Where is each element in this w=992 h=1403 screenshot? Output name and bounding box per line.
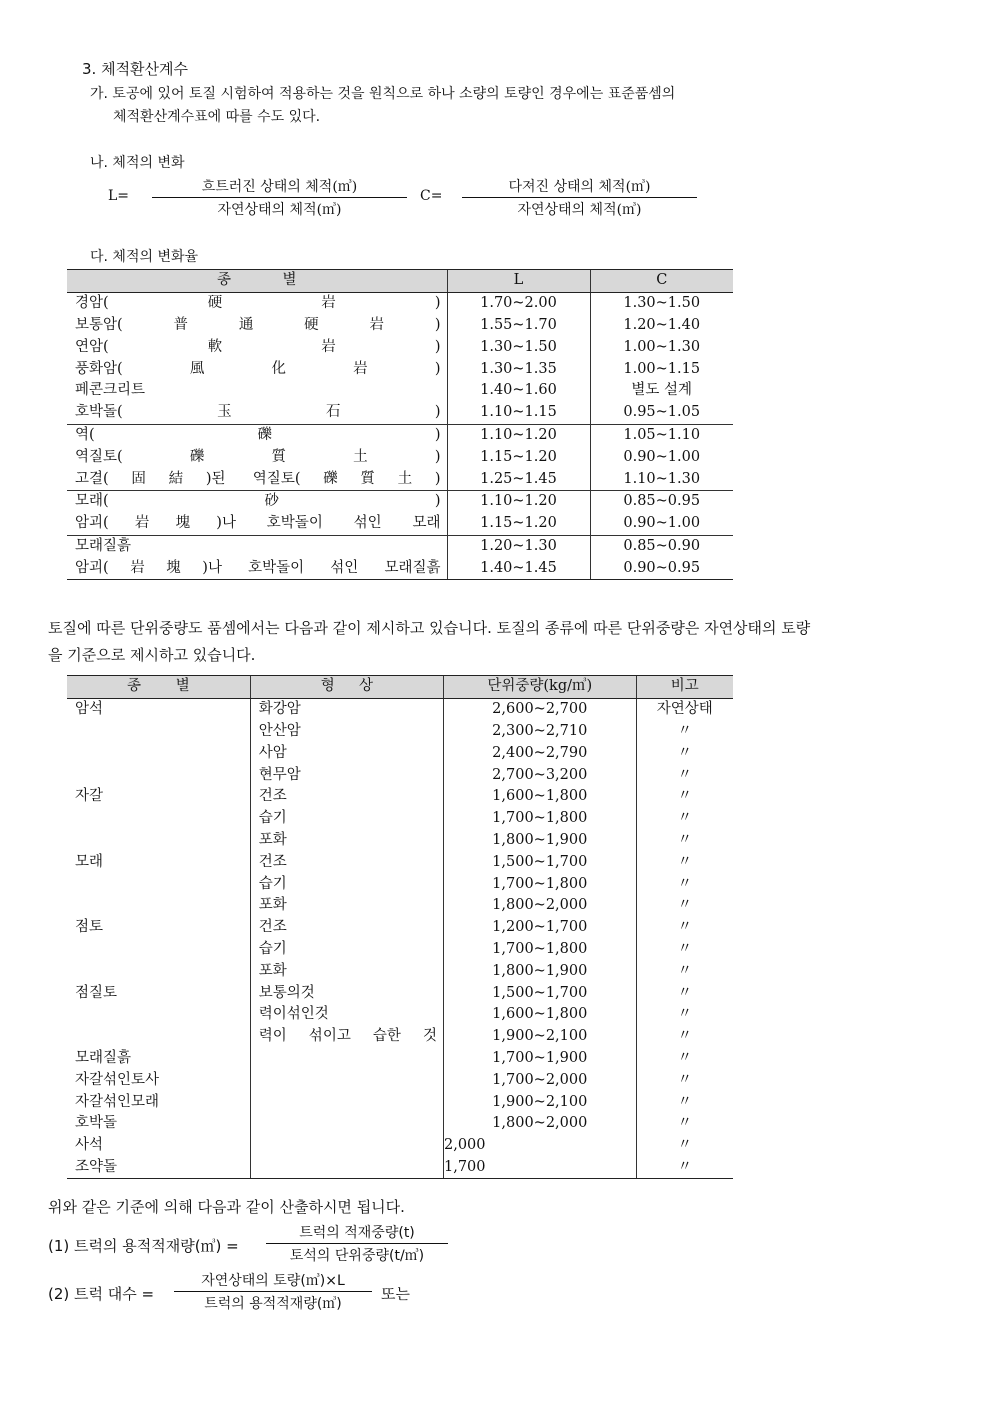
section-title: 3. 체적환산계수 bbox=[82, 60, 189, 78]
row-note: 〃 bbox=[636, 1048, 733, 1070]
row-kind: 조약돌 bbox=[67, 1157, 250, 1179]
table-row bbox=[67, 982, 733, 1004]
row-c: 0.90~1.00 bbox=[590, 446, 733, 468]
row-unit-weight: 1,900~2,100 bbox=[443, 1026, 636, 1048]
row-shape: 포화 bbox=[250, 830, 443, 852]
row-shape: 습기 bbox=[250, 873, 443, 895]
calc2-fraction bbox=[174, 1270, 372, 1313]
volume-change-table bbox=[67, 269, 733, 580]
row-kind: 보통암(普通硬岩) bbox=[75, 316, 441, 333]
row-unit-weight: 1,900~2,100 bbox=[443, 1091, 636, 1113]
calc1-denominator: 토석의 단위중량(t/㎥) bbox=[266, 1243, 448, 1265]
row-note: 〃 bbox=[636, 786, 733, 808]
row-note: 〃 bbox=[636, 1113, 733, 1135]
row-kind bbox=[67, 742, 250, 764]
item-c: 다. 체적의 변화율 bbox=[90, 249, 199, 265]
row-kind: 페콘크리트 bbox=[75, 382, 146, 399]
formula-l-fraction bbox=[152, 176, 407, 219]
table-header-row bbox=[67, 270, 733, 293]
header-unit-weight: 단위중량(kg/㎥) bbox=[443, 676, 636, 699]
calc2-denominator: 트럭의 용적적재량(㎥) bbox=[174, 1291, 372, 1313]
table-row bbox=[67, 292, 733, 314]
row-unit-weight: 1,600~1,800 bbox=[443, 786, 636, 808]
row-shape: 력이 섞이고 습한 것 bbox=[250, 1026, 443, 1048]
formula-c-fraction bbox=[462, 176, 697, 219]
row-c: 1.30~1.50 bbox=[590, 292, 733, 314]
row-shape: 건조 bbox=[250, 917, 443, 939]
row-l: 1.25~1.45 bbox=[447, 468, 590, 490]
row-note: 〃 bbox=[636, 873, 733, 895]
row-unit-weight: 1,200~1,700 bbox=[443, 917, 636, 939]
row-unit-weight: 2,300~2,710 bbox=[443, 721, 636, 743]
row-kind: 사석 bbox=[75, 1137, 104, 1154]
table-row bbox=[67, 698, 733, 720]
row-shape: 건조 bbox=[250, 851, 443, 873]
row-note: 〃 bbox=[636, 982, 733, 1004]
row-unit-weight: 1,700 bbox=[443, 1157, 636, 1179]
header-kind: 종 별 bbox=[67, 270, 447, 293]
table-row bbox=[67, 535, 733, 557]
row-kind: 자갈섞인토사 bbox=[75, 1071, 160, 1088]
table-row bbox=[67, 424, 733, 446]
row-shape: 포화 bbox=[250, 960, 443, 982]
row-note: 〃 bbox=[636, 1004, 733, 1026]
row-note: 〃 bbox=[636, 917, 733, 939]
row-kind: 모래질흙 bbox=[75, 1049, 132, 1066]
row-kind: 모래질흙 bbox=[67, 535, 447, 557]
table-row bbox=[67, 1157, 733, 1179]
row-kind: 고결(固結)된 역질토(礫質土) bbox=[75, 470, 441, 487]
row-shape: 포화 bbox=[250, 895, 443, 917]
row-shape: 보통의것 bbox=[250, 982, 443, 1004]
row-kind: 모래(砂) bbox=[67, 490, 447, 512]
paragraph-2: 위와 같은 기준에 의해 다음과 같이 산출하시면 됩니다. bbox=[48, 1198, 405, 1216]
row-shape bbox=[250, 1048, 443, 1070]
formula-c-denominator: 자연상태의 체적(㎥) bbox=[462, 197, 697, 219]
table-row bbox=[67, 851, 733, 873]
row-c: 1.00~1.30 bbox=[590, 336, 733, 358]
paragraph-1-line2: 을 기준으로 제시하고 있습니다. bbox=[48, 646, 256, 664]
formula-c-numerator: 다져진 상태의 체적(㎥) bbox=[508, 179, 651, 195]
table-row bbox=[67, 1113, 733, 1135]
formula-c-label: C= bbox=[420, 188, 443, 204]
row-kind bbox=[67, 830, 250, 852]
table-row bbox=[67, 1048, 733, 1070]
table-row bbox=[67, 786, 733, 808]
row-shape: 화강암 bbox=[250, 698, 443, 720]
row-note: 〃 bbox=[636, 830, 733, 852]
table-row bbox=[67, 513, 733, 535]
row-note: 〃 bbox=[636, 1026, 733, 1048]
row-kind: 자갈 bbox=[75, 788, 104, 805]
table-row bbox=[67, 315, 733, 337]
row-unit-weight: 2,400~2,790 bbox=[443, 742, 636, 764]
row-kind: 점토 bbox=[75, 919, 104, 936]
row-l: 1.10~1.15 bbox=[447, 402, 590, 424]
row-kind: 암석 bbox=[75, 701, 104, 718]
row-kind bbox=[67, 721, 250, 743]
row-note: 〃 bbox=[636, 1069, 733, 1091]
header-note: 비고 bbox=[636, 676, 733, 699]
row-note: 〃 bbox=[636, 808, 733, 830]
row-kind: 경암(硬岩) bbox=[75, 295, 441, 312]
header-l: L bbox=[447, 270, 590, 293]
row-shape bbox=[250, 1091, 443, 1113]
row-c: 0.85~0.95 bbox=[590, 490, 733, 512]
row-note: 〃 bbox=[636, 721, 733, 743]
row-note: 〃 bbox=[636, 1157, 733, 1179]
formula-l-denominator: 자연상태의 체적(㎥) bbox=[152, 197, 407, 219]
table-row bbox=[67, 830, 733, 852]
table-row bbox=[67, 721, 733, 743]
table-row bbox=[67, 939, 733, 961]
row-unit-weight: 2,700~3,200 bbox=[443, 764, 636, 786]
table-row bbox=[67, 808, 733, 830]
row-note: 〃 bbox=[636, 851, 733, 873]
row-note: 〃 bbox=[636, 1135, 733, 1157]
row-kind bbox=[67, 873, 250, 895]
table-row bbox=[67, 358, 733, 380]
row-c: 0.85~0.90 bbox=[590, 535, 733, 557]
row-unit-weight: 1,800~1,900 bbox=[443, 960, 636, 982]
row-unit-weight: 1,700~1,900 bbox=[443, 1048, 636, 1070]
row-kind: 연암(軟岩) bbox=[75, 338, 441, 355]
table-row bbox=[67, 1026, 733, 1048]
row-unit-weight: 1,800~2,000 bbox=[443, 1113, 636, 1135]
table-row bbox=[67, 1091, 733, 1113]
row-l: 1.40~1.45 bbox=[447, 557, 590, 579]
row-l: 1.10~1.20 bbox=[447, 424, 590, 446]
row-kind bbox=[67, 895, 250, 917]
row-c: 0.90~1.00 bbox=[590, 513, 733, 535]
formula-l-numerator: 흐트러진 상태의 체적(㎥) bbox=[201, 179, 358, 195]
row-kind: 호박돌 bbox=[75, 1115, 118, 1132]
row-kind bbox=[67, 1004, 250, 1026]
table-row bbox=[67, 468, 733, 490]
row-shape: 건조 bbox=[250, 786, 443, 808]
row-kind: 암괴(岩塊)나 호박돌이 섞인 모래질흙 bbox=[67, 557, 447, 579]
row-note: 〃 bbox=[636, 960, 733, 982]
row-kind bbox=[67, 764, 250, 786]
row-note: 자연상태 bbox=[636, 698, 733, 720]
row-kind bbox=[67, 960, 250, 982]
table-row bbox=[67, 764, 733, 786]
row-note: 〃 bbox=[636, 742, 733, 764]
row-kind: 암괴(岩塊)나 호박돌이 섞인 모래 bbox=[75, 515, 441, 532]
row-shape bbox=[250, 1069, 443, 1091]
table-row bbox=[67, 895, 733, 917]
row-shape: 습기 bbox=[250, 939, 443, 961]
table-row bbox=[67, 742, 733, 764]
table-row bbox=[67, 490, 733, 512]
row-c: 0.90~0.95 bbox=[590, 557, 733, 579]
row-shape: 습기 bbox=[250, 808, 443, 830]
row-kind: 역질토(礫質土) bbox=[75, 448, 441, 465]
row-l: 1.15~1.20 bbox=[447, 446, 590, 468]
row-unit-weight: 1,700~1,800 bbox=[443, 808, 636, 830]
formula-l-label: L= bbox=[108, 188, 130, 204]
row-unit-weight: 1,600~1,800 bbox=[443, 1004, 636, 1026]
row-c: 1.00~1.15 bbox=[590, 358, 733, 380]
header-shape: 형 상 bbox=[250, 676, 443, 699]
row-l: 1.30~1.35 bbox=[447, 358, 590, 380]
row-note: 〃 bbox=[636, 895, 733, 917]
table-row bbox=[67, 380, 733, 402]
row-note: 〃 bbox=[636, 939, 733, 961]
table-row bbox=[67, 1069, 733, 1091]
calc1-fraction bbox=[266, 1222, 448, 1265]
row-shape bbox=[250, 1157, 443, 1179]
row-l: 1.15~1.20 bbox=[447, 513, 590, 535]
calc2-label: (2) 트럭 대수 = bbox=[48, 1285, 155, 1303]
row-l: 1.30~1.50 bbox=[447, 336, 590, 358]
calc2-numerator: 자연상태의 토량(㎥)×L bbox=[201, 1273, 345, 1289]
row-shape: 력이섞인것 bbox=[250, 1004, 443, 1026]
header-c: C bbox=[590, 270, 733, 293]
row-l: 1.20~1.30 bbox=[447, 535, 590, 557]
table-row bbox=[67, 1135, 733, 1157]
table-row bbox=[67, 446, 733, 468]
row-unit-weight: 1,700~2,000 bbox=[443, 1069, 636, 1091]
table-header-row bbox=[67, 676, 733, 699]
table-row bbox=[67, 960, 733, 982]
header-kind: 종 별 bbox=[67, 676, 250, 699]
row-c: 별도 설계 bbox=[590, 380, 733, 402]
row-kind bbox=[67, 939, 250, 961]
row-l: 1.55~1.70 bbox=[447, 315, 590, 337]
table-row bbox=[67, 402, 733, 424]
row-unit-weight: 1,700~1,800 bbox=[443, 939, 636, 961]
table-row bbox=[67, 557, 733, 579]
row-shape: 사암 bbox=[250, 742, 443, 764]
row-unit-weight: 2,000 bbox=[443, 1135, 636, 1157]
row-note: 〃 bbox=[636, 1091, 733, 1113]
calc2-suffix: 또는 bbox=[381, 1285, 410, 1303]
row-unit-weight: 1,800~2,000 bbox=[443, 895, 636, 917]
paragraph-1-line1: 토질에 따른 단위중량도 품셈에서는 다음과 같이 제시하고 있습니다. 토질의 종류에 따른 단위중량은 자연상태의 토량 bbox=[48, 619, 811, 637]
row-unit-weight: 1,700~1,800 bbox=[443, 873, 636, 895]
row-kind: 자갈섞인모래 bbox=[75, 1093, 160, 1110]
row-shape bbox=[250, 1135, 443, 1157]
row-l: 1.70~2.00 bbox=[447, 292, 590, 314]
row-unit-weight: 1,500~1,700 bbox=[443, 982, 636, 1004]
calc1-label: (1) 트럭의 용적적재량(㎥) = bbox=[48, 1237, 239, 1255]
row-c: 1.05~1.10 bbox=[590, 424, 733, 446]
row-note: 〃 bbox=[636, 764, 733, 786]
calc1-numerator: 트럭의 적재중량(t) bbox=[299, 1225, 415, 1241]
row-kind bbox=[67, 808, 250, 830]
unit-weight-table bbox=[67, 675, 733, 1179]
row-c: 1.20~1.40 bbox=[590, 315, 733, 337]
table-row bbox=[67, 336, 733, 358]
item-a-line1: 가. 토공에 있어 토질 시험하여 적용하는 것을 원칙으로 하나 소량의 토량인 경우에는 표준품셈의 bbox=[90, 86, 676, 102]
row-kind bbox=[67, 1026, 250, 1048]
row-kind: 역(礫) bbox=[67, 424, 447, 446]
row-l: 1.40~1.60 bbox=[447, 380, 590, 402]
row-shape: 현무암 bbox=[250, 764, 443, 786]
row-kind: 풍화암(風化岩) bbox=[75, 360, 441, 377]
row-unit-weight: 2,600~2,700 bbox=[443, 698, 636, 720]
row-c: 0.95~1.05 bbox=[590, 402, 733, 424]
item-a-line2: 체적환산계수표에 따를 수도 있다. bbox=[113, 109, 321, 125]
row-shape bbox=[250, 1113, 443, 1135]
row-l: 1.10~1.20 bbox=[447, 490, 590, 512]
row-c: 1.10~1.30 bbox=[590, 468, 733, 490]
row-shape: 안산암 bbox=[250, 721, 443, 743]
row-unit-weight: 1,500~1,700 bbox=[443, 851, 636, 873]
row-kind: 호박돌(玉石) bbox=[75, 404, 441, 421]
row-unit-weight: 1,800~1,900 bbox=[443, 830, 636, 852]
item-b: 나. 체적의 변화 bbox=[90, 155, 185, 171]
table-row bbox=[67, 873, 733, 895]
row-kind: 모래 bbox=[75, 853, 104, 870]
row-kind: 점질토 bbox=[75, 984, 118, 1001]
table-row bbox=[67, 917, 733, 939]
table-row bbox=[67, 1004, 733, 1026]
